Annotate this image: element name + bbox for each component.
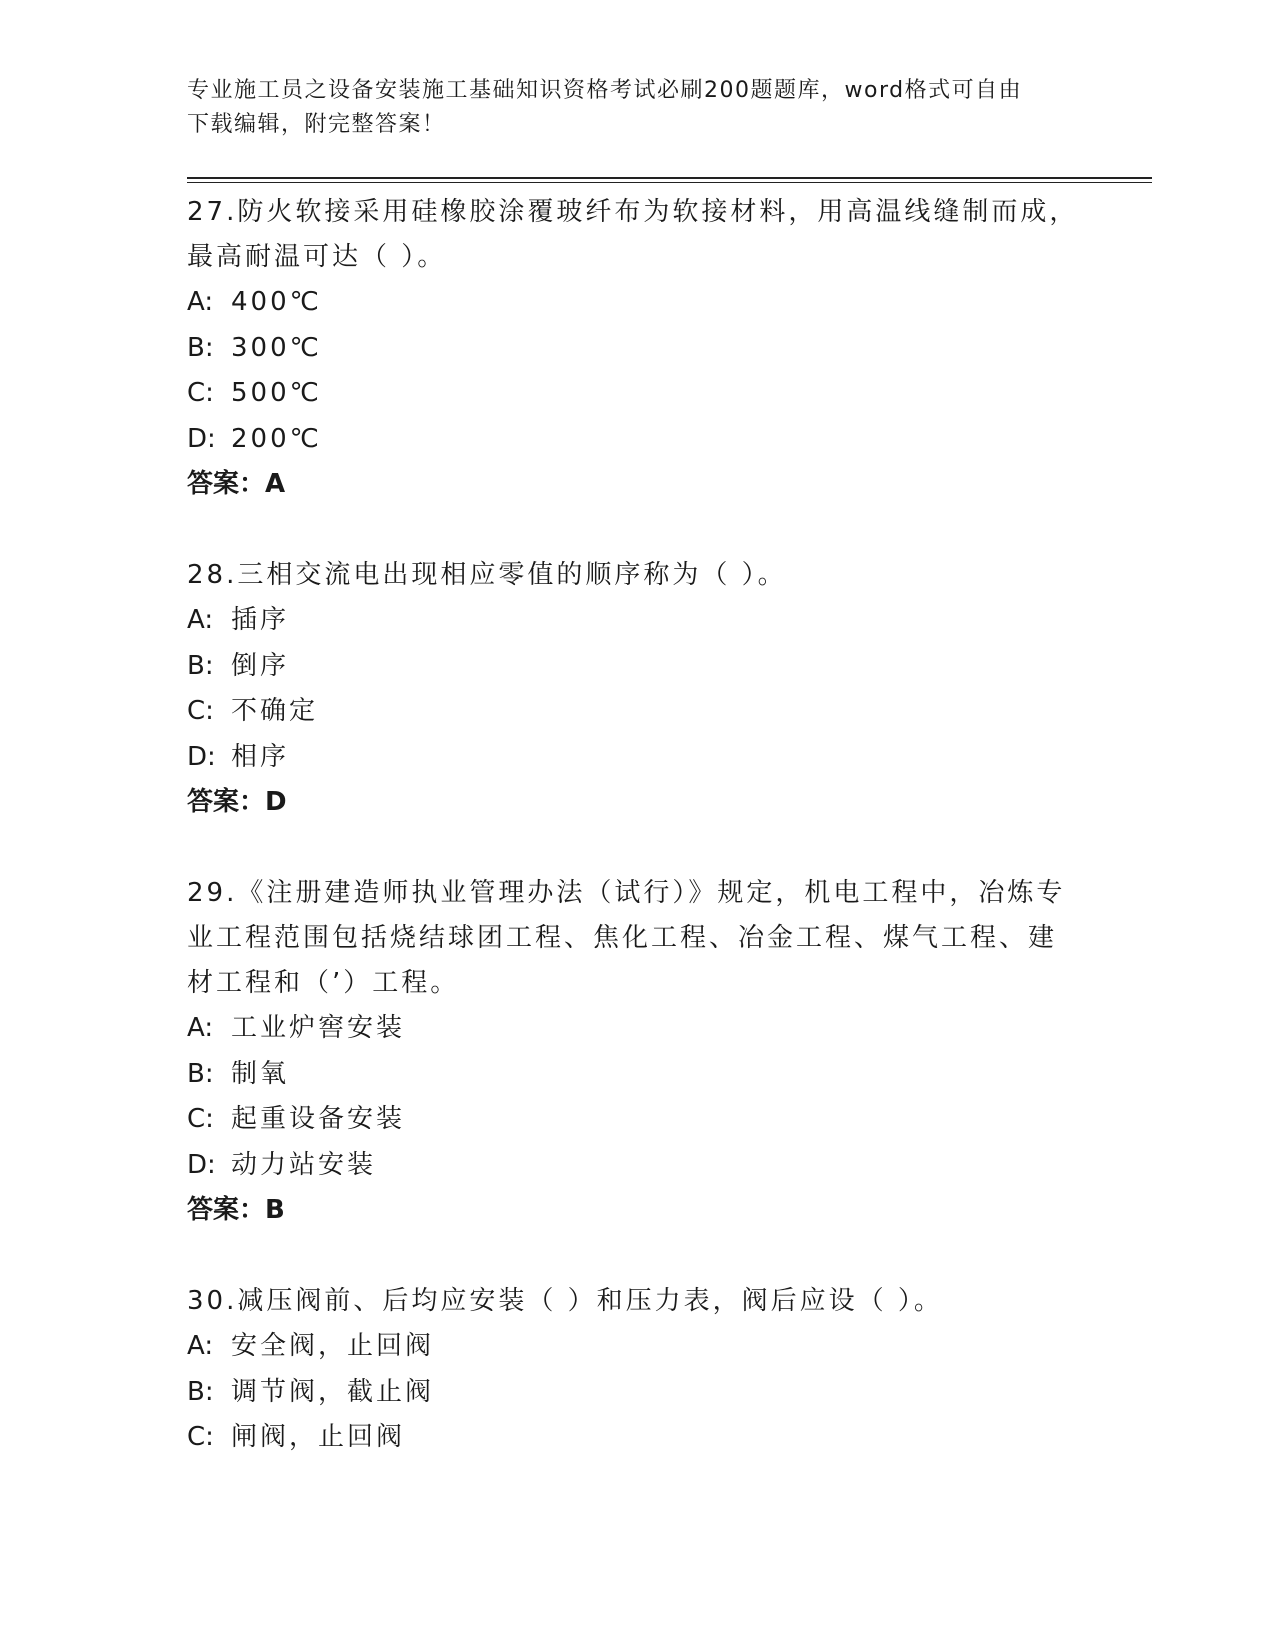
option-letter: D: [187,423,216,454]
option-b [187,1370,1087,1416]
question-stem-line: 30.减压阀前、后均应安装（ ）和压力表，阀后应设（ ）。 [187,1286,943,1316]
option-letter: A: [187,605,214,635]
option-letter: C: [187,1422,214,1452]
option-c [187,1415,1087,1461]
option-text: 起重设备安装 [231,1104,406,1134]
option-d [187,1143,1087,1189]
question-stem-line: 29.《注册建造师执业管理办法（试行）》规定，机电工程中，冶炼专 [187,878,1066,908]
option-text: 动力站安装 [231,1149,377,1180]
question-28 [187,553,1087,825]
option-letter: B: [187,1376,214,1407]
option-c [187,1097,1087,1143]
option-b [187,1052,1087,1098]
option-a [187,1006,1087,1052]
question-stem [187,1279,1087,1324]
option-letter: B: [187,650,214,681]
option-text: 400℃ [231,287,322,317]
option-text: 插序 [231,605,290,635]
question-27 [187,190,1087,507]
option-d [187,735,1087,781]
question-30 [187,1279,1087,1461]
option-text: 倒序 [231,650,290,681]
option-text: 300℃ [231,332,322,363]
option-letter: D: [187,1149,216,1180]
option-c [187,371,1087,417]
question-stem-line: 最高耐温可达（ ）。 [187,242,447,272]
document-header [187,74,1067,142]
answer-label: 答案：A [187,469,286,499]
question-stem [187,553,1087,598]
option-text: 工业炉窖安装 [231,1013,406,1043]
option-letter: C: [187,1104,214,1134]
option-a [187,598,1087,644]
option-letter: B: [187,1058,214,1089]
option-a [187,1324,1087,1370]
question-29 [187,871,1087,1233]
option-text: 500℃ [231,378,322,408]
option-letter: A: [187,1331,214,1361]
header-line-2: 下载编辑，附完整答案！ [187,112,446,137]
option-letter: D: [187,741,216,772]
option-a [187,280,1087,326]
option-text: 闸阀，止回阀 [231,1422,406,1452]
option-letter: A: [187,287,214,317]
question-stem [187,190,1087,280]
header-divider-thick [187,177,1152,179]
question-stem-line: 材工程和（’）工程。 [187,968,460,998]
answer-label: 答案：D [187,787,287,817]
option-letter: A: [187,1013,214,1043]
option-text: 不确定 [231,696,319,726]
question-list [187,190,1087,1507]
option-b [187,326,1087,372]
option-text: 调节阀，截止阀 [231,1376,435,1407]
option-text: 200℃ [231,423,322,454]
header-line-1: 专业施工员之设备安装施工基础知识资格考试必刷200题题库，word格式可自由 [187,78,1023,103]
question-stem-line: 业工程范围包括烧结球团工程、焦化工程、冶金工程、煤气工程、建 [187,923,1058,953]
option-letter: C: [187,696,214,726]
option-letter: C: [187,378,214,408]
option-text: 相序 [231,741,290,772]
option-letter: B: [187,332,214,363]
header-divider-thin [187,182,1152,183]
question-stem-line: 28.三相交流电出现相应零值的顺序称为（ ）。 [187,560,787,590]
option-c [187,689,1087,735]
option-b [187,644,1087,690]
answer-label: 答案：B [187,1195,285,1225]
question-stem-line: 27.防火软接采用硅橡胶涂覆玻纤布为软接材料，用高温线缝制而成， [187,197,1079,227]
question-stem [187,871,1087,1006]
option-text: 制氧 [231,1058,290,1089]
option-d [187,417,1087,463]
option-text: 安全阀，止回阀 [231,1331,435,1361]
